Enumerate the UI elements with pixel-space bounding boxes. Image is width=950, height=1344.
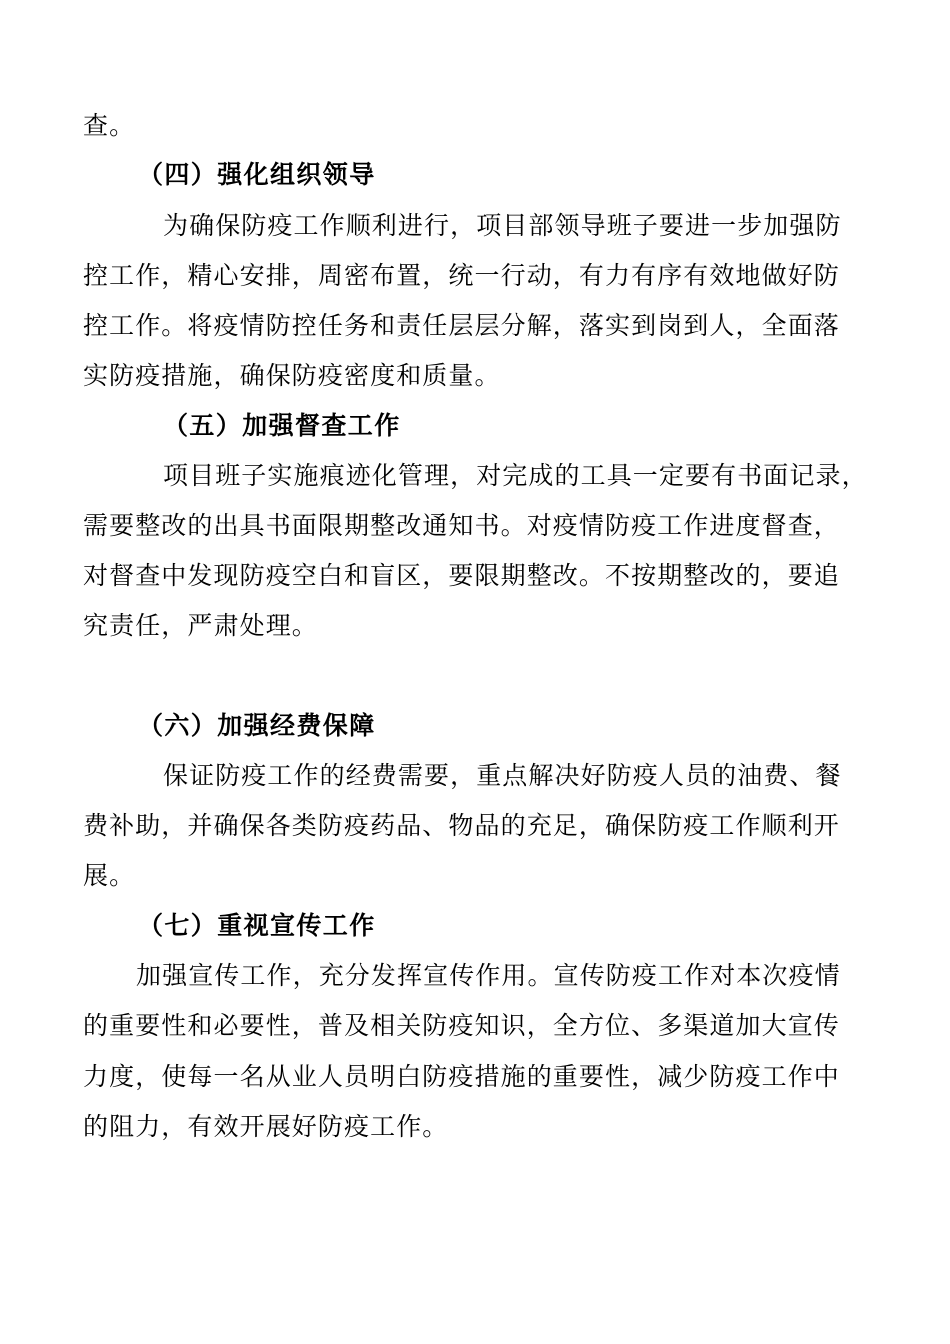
section-heading-7: （七）重视宣传工作 [138, 911, 376, 940]
paragraph-line: 实防疫措施，确保防疫密度和质量。 [83, 361, 501, 390]
paragraph-line: 为确保防疫工作顺利进行，项目部领导班子要进一步加强防 [163, 211, 842, 240]
paragraph-line: 的重要性和必要性，普及相关防疫知识，全方位、多渠道加大宣传 [83, 1011, 840, 1040]
paragraph-line: 需要整改的出具书面限期整改通知书。对疫情防疫工作进度督查， [83, 511, 840, 540]
paragraph-line: 保证防疫工作的经费需要，重点解决好防疫人员的油费、餐 [163, 761, 842, 790]
paragraph-line: 加强宣传工作，充分发挥宣传作用。宣传防疫工作对本次疫情 [136, 961, 841, 990]
paragraph-line: 查。 [83, 111, 136, 140]
paragraph-line: 展。 [83, 861, 136, 890]
section-heading-5: （五）加强督查工作 [163, 411, 401, 440]
paragraph-line: 项目班子实施痕迹化管理，对完成的工具一定要有书面记录， [163, 461, 868, 490]
paragraph-line: 对督查中发现防疫空白和盲区，要限期整改。不按期整改的，要追 [83, 561, 840, 590]
paragraph-line: 控工作。将疫情防控任务和责任层层分解，落实到岗到人，全面落 [83, 311, 840, 340]
paragraph-line: 究责任，严肃处理。 [83, 611, 318, 640]
section-heading-4: （四）强化组织领导 [138, 160, 376, 189]
section-heading-6: （六）加强经费保障 [138, 711, 376, 740]
paragraph-line: 控工作，精心安排，周密布置，统一行动，有力有序有效地做好防 [83, 261, 840, 290]
paragraph-line: 力度，使每一名从业人员明白防疫措施的重要性，减少防疫工作中 [83, 1062, 840, 1091]
paragraph-line: 费补助，并确保各类防疫药品、物品的充足，确保防疫工作顺利开 [83, 811, 840, 840]
paragraph-line: 的阻力，有效开展好防疫工作。 [83, 1112, 449, 1141]
